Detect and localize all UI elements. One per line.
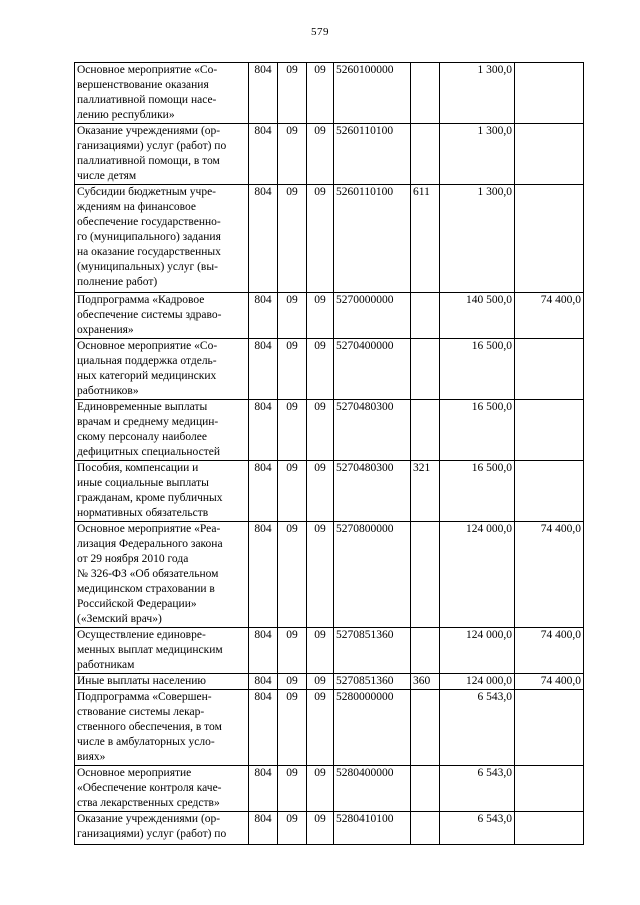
- ministry-code-cell: 804: [249, 185, 278, 293]
- ministry-code-cell: 804: [249, 766, 278, 812]
- row-name-cell: Подпрограмма «Кадровое обеспечение системы здраво- охранения»: [75, 293, 249, 339]
- target-article-cell: 5270480300: [334, 461, 411, 522]
- target-article-cell: 5260110100: [334, 185, 411, 293]
- amount-cell: 6 543,0: [440, 690, 515, 766]
- amount-cell: 1 300,0: [440, 185, 515, 293]
- federal-amount-cell: 74 400,0: [515, 293, 584, 339]
- ministry-code-cell: 804: [249, 674, 278, 690]
- expense-type-cell: [411, 339, 440, 400]
- section-code-cell: 09: [278, 339, 307, 400]
- federal-amount-cell: [515, 400, 584, 461]
- section-code-cell: 09: [278, 185, 307, 293]
- ministry-code-cell: 804: [249, 124, 278, 185]
- subsection-code-cell: 09: [307, 400, 334, 461]
- expense-type-cell: [411, 812, 440, 845]
- federal-amount-cell: [515, 812, 584, 845]
- subsection-code-cell: 09: [307, 812, 334, 845]
- section-code-cell: 09: [278, 293, 307, 339]
- row-name-cell: Основное мероприятие «Со- циальная поддержка отдель- ных категорий медицинских работников»: [75, 339, 249, 400]
- table-row: [75, 522, 584, 628]
- federal-amount-cell: [515, 63, 584, 124]
- table-row: [75, 690, 584, 766]
- table-row: [75, 185, 584, 293]
- table-row: [75, 63, 584, 124]
- table-row: [75, 293, 584, 339]
- subsection-code-cell: 09: [307, 628, 334, 674]
- amount-cell: 124 000,0: [440, 674, 515, 690]
- subsection-code-cell: 09: [307, 461, 334, 522]
- amount-cell: 16 500,0: [440, 339, 515, 400]
- federal-amount-cell: [515, 124, 584, 185]
- row-name-cell: Основное мероприятие «Реа- лизация Федерального закона от 29 ноября 2010 года № 326-ФЗ «Об обязательном медицинском страховании в Российской Федерации» («Земский врач»): [75, 522, 249, 628]
- row-name-cell: Единовременные выплаты врачам и среднему медицин- скому персоналу наиболее дефицитных специальностей: [75, 400, 249, 461]
- subsection-code-cell: 09: [307, 339, 334, 400]
- target-article-cell: 5270851360: [334, 628, 411, 674]
- federal-amount-cell: 74 400,0: [515, 522, 584, 628]
- amount-cell: 16 500,0: [440, 461, 515, 522]
- target-article-cell: 5270800000: [334, 522, 411, 628]
- ministry-code-cell: 804: [249, 400, 278, 461]
- federal-amount-cell: [515, 185, 584, 293]
- ministry-code-cell: 804: [249, 522, 278, 628]
- ministry-code-cell: 804: [249, 690, 278, 766]
- subsection-code-cell: 09: [307, 766, 334, 812]
- expense-type-cell: [411, 690, 440, 766]
- row-name-cell: Основное мероприятие «Со- вершенствование оказания паллиативной помощи насе- лению республики»: [75, 63, 249, 124]
- section-code-cell: 09: [278, 400, 307, 461]
- table-row: [75, 339, 584, 400]
- section-code-cell: 09: [278, 674, 307, 690]
- expense-type-cell: [411, 293, 440, 339]
- subsection-code-cell: 09: [307, 690, 334, 766]
- ministry-code-cell: 804: [249, 812, 278, 845]
- amount-cell: 6 543,0: [440, 812, 515, 845]
- federal-amount-cell: [515, 461, 584, 522]
- federal-amount-cell: [515, 766, 584, 812]
- section-code-cell: 09: [278, 812, 307, 845]
- section-code-cell: 09: [278, 628, 307, 674]
- amount-cell: 140 500,0: [440, 293, 515, 339]
- row-name-cell: Подпрограмма «Совершен- ствование системы лекар- ственного обеспечения, в том числе в амбулаторных усло- виях»: [75, 690, 249, 766]
- row-name-cell: Оказание учреждениями (ор- ганизациями) услуг (работ) по паллиативной помощи, в том числе детям: [75, 124, 249, 185]
- target-article-cell: 5270480300: [334, 400, 411, 461]
- target-article-cell: 5280000000: [334, 690, 411, 766]
- table-row: [75, 124, 584, 185]
- budget-table: [74, 62, 584, 845]
- expense-type-cell: [411, 628, 440, 674]
- target-article-cell: 5270400000: [334, 339, 411, 400]
- ministry-code-cell: 804: [249, 628, 278, 674]
- target-article-cell: 5280410100: [334, 812, 411, 845]
- table-row: [75, 766, 584, 812]
- table-row: [75, 628, 584, 674]
- subsection-code-cell: 09: [307, 674, 334, 690]
- budget-table-body: [75, 63, 584, 845]
- amount-cell: 16 500,0: [440, 400, 515, 461]
- table-row: [75, 461, 584, 522]
- row-name-cell: Основное мероприятие «Обеспечение контроля каче- ства лекарственных средств»: [75, 766, 249, 812]
- amount-cell: 124 000,0: [440, 628, 515, 674]
- target-article-cell: 5270851360: [334, 674, 411, 690]
- ministry-code-cell: 804: [249, 63, 278, 124]
- federal-amount-cell: [515, 339, 584, 400]
- subsection-code-cell: 09: [307, 522, 334, 628]
- table-row: [75, 674, 584, 690]
- subsection-code-cell: 09: [307, 63, 334, 124]
- row-name-cell: Субсидии бюджетным учре- ждениям на финансовое обеспечение государственно- го (муниципального) задания на оказание государственных (муниципальных) услуг (вы- полнение работ): [75, 185, 249, 293]
- federal-amount-cell: 74 400,0: [515, 628, 584, 674]
- subsection-code-cell: 09: [307, 185, 334, 293]
- federal-amount-cell: [515, 690, 584, 766]
- section-code-cell: 09: [278, 63, 307, 124]
- section-code-cell: 09: [278, 124, 307, 185]
- section-code-cell: 09: [278, 690, 307, 766]
- section-code-cell: 09: [278, 461, 307, 522]
- expense-type-cell: [411, 63, 440, 124]
- amount-cell: 1 300,0: [440, 63, 515, 124]
- amount-cell: 1 300,0: [440, 124, 515, 185]
- target-article-cell: 5260110100: [334, 124, 411, 185]
- section-code-cell: 09: [278, 522, 307, 628]
- ministry-code-cell: 804: [249, 293, 278, 339]
- federal-amount-cell: 74 400,0: [515, 674, 584, 690]
- expense-type-cell: [411, 766, 440, 812]
- row-name-cell: Осуществление единовре- менных выплат медицинским работникам: [75, 628, 249, 674]
- target-article-cell: 5280400000: [334, 766, 411, 812]
- ministry-code-cell: 804: [249, 461, 278, 522]
- amount-cell: 6 543,0: [440, 766, 515, 812]
- table-row: [75, 400, 584, 461]
- expense-type-cell: [411, 124, 440, 185]
- expense-type-cell: [411, 400, 440, 461]
- section-code-cell: 09: [278, 766, 307, 812]
- target-article-cell: 5260100000: [334, 63, 411, 124]
- ministry-code-cell: 804: [249, 339, 278, 400]
- row-name-cell: Иные выплаты населению: [75, 674, 249, 690]
- page-number: 579: [311, 26, 329, 38]
- subsection-code-cell: 09: [307, 293, 334, 339]
- subsection-code-cell: 09: [307, 124, 334, 185]
- expense-type-cell: [411, 522, 440, 628]
- row-name-cell: Пособия, компенсации и иные социальные выплаты гражданам, кроме публичных нормативных обязательств: [75, 461, 249, 522]
- expense-type-cell: 360: [411, 674, 440, 690]
- expense-type-cell: 611: [411, 185, 440, 293]
- expense-type-cell: 321: [411, 461, 440, 522]
- table-row: [75, 812, 584, 845]
- amount-cell: 124 000,0: [440, 522, 515, 628]
- row-name-cell: Оказание учреждениями (ор- ганизациями) услуг (работ) по: [75, 812, 249, 845]
- target-article-cell: 5270000000: [334, 293, 411, 339]
